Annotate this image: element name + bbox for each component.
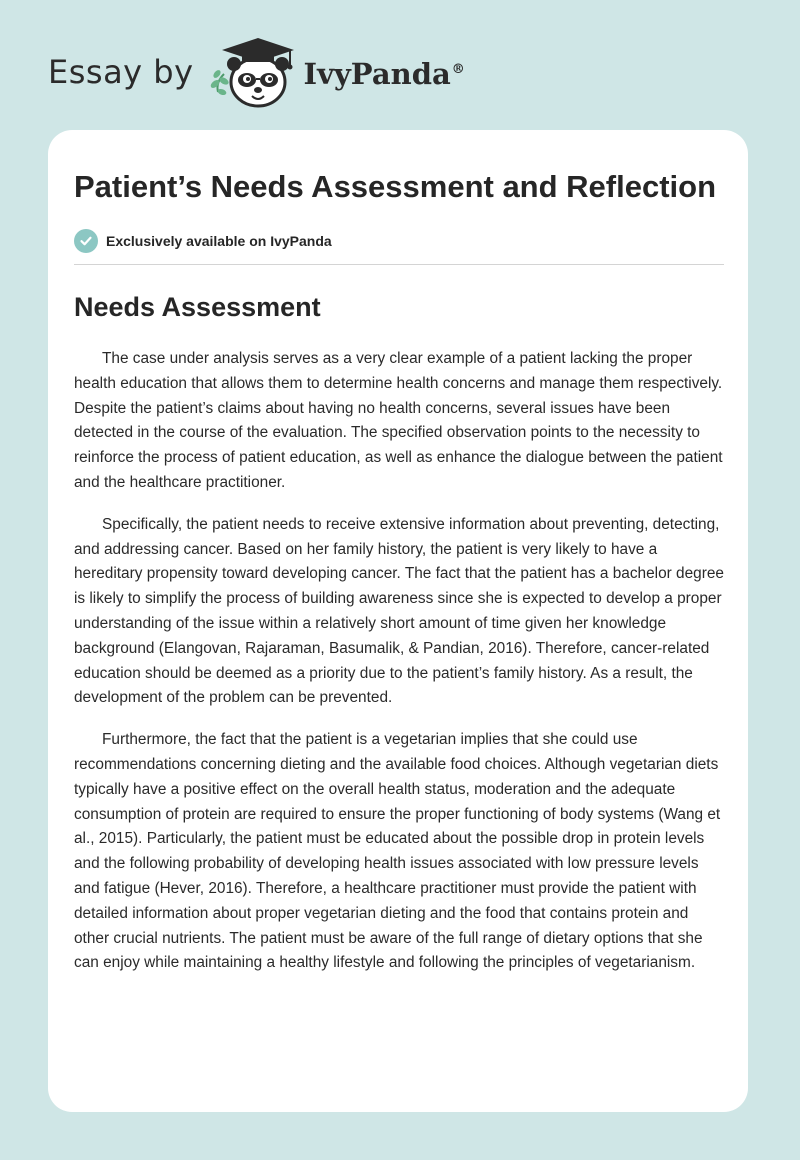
exclusive-badge	[74, 228, 724, 254]
panda-graduate-logo-icon	[208, 34, 300, 110]
paragraph-2: Specifically, the patient needs to receive extensive information about preventing, detecting, and addressing cancer. Based on her family history, the patient is very likely to have a hereditary propensity toward developing cancer. The fact that the patient has a bachelor degree is likely to simplify the process of building awareness since she is expected to develop a proper understanding of the issue within a relatively short amount of time given her knowledge background (Elangovan, Rajaraman, Basumalik, & Pandian, 2016). Therefore, cancer-related education should be deemed as a priority due to the patient’s family history. As a result, the development of the problem can be prevented.	[74, 515, 724, 707]
site-header-logo[interactable]	[48, 34, 465, 110]
exclusive-label: Exclusively available on IvyPanda	[106, 233, 332, 249]
check-icon	[74, 229, 98, 253]
essay-content	[74, 166, 724, 976]
essay-card	[48, 130, 748, 1112]
brand-prefix: Essay by	[48, 53, 194, 91]
registered-mark: ®	[451, 62, 465, 78]
page-title: Patient’s Needs Assessment and Reflection	[74, 169, 717, 204]
section-heading: Needs Assessment	[74, 292, 321, 322]
title-divider	[74, 264, 724, 265]
brand-name: IvyPanda®	[303, 57, 465, 91]
paragraph-1: The case under analysis serves as a very clear example of a patient lacking the proper health education that allows them to determine health concerns and manage them respectively. Despite the patient’s claims about having no health concerns, several issues have been detected in the course of the evaluation. The specified observation points to the necessity to reinforce the process of patient education, as well as enhance the dialogue between the patient and the healthcare practitioner.	[74, 350, 723, 491]
paragraph-3: Furthermore, the fact that the patient is a vegetarian implies that she could use recommendations concerning dieting and the available food choices. Although vegetarian diets typically have a positive effect on the overall health status, moderation and the adequate consumption of protein are required to ensure the proper functioning of body systems (Wang et al., 2015). Particularly, the patient must be educated about the possible drop in protein levels and the following probability of developing health issues associated with low pressure levels and fatigue (Hever, 2016). Therefore, a healthcare practitioner must provide the patient with detailed information about proper vegetarian dieting and the food that contains protein and other crucial nutrients. The patient must be aware of the full range of dietary options that she can enjoy while maintaining a healthy lifestyle and following the principles of vegetarianism.	[74, 731, 721, 972]
